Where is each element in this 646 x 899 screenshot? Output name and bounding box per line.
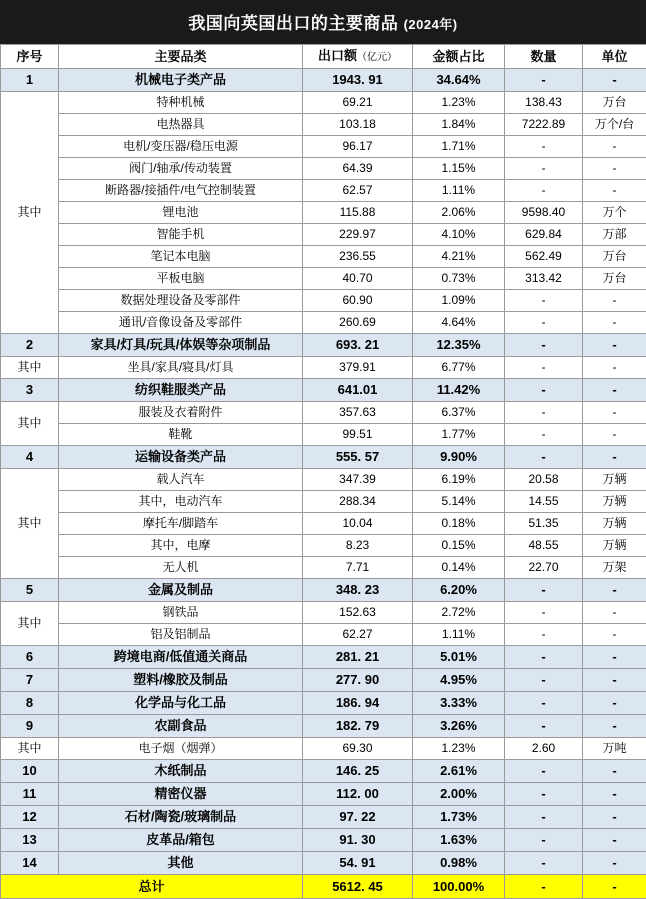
cell-quantity: - <box>505 715 583 738</box>
cell-share: 1.11% <box>413 180 505 202</box>
cell-quantity: - <box>505 829 583 852</box>
cell-no: 9 <box>1 715 59 738</box>
cell-amount: 103.18 <box>303 114 413 136</box>
cell-amount: 97. 22 <box>303 806 413 829</box>
cell-amount: 10.04 <box>303 513 413 535</box>
table-row-category <box>1 852 646 875</box>
cell-quantity: - <box>505 158 583 180</box>
cell-unit: - <box>583 669 646 692</box>
cell-qizhong: 其中 <box>1 402 59 446</box>
table-row-category <box>1 669 646 692</box>
cell-no: 8 <box>1 692 59 715</box>
cell-category-name: 无人机 <box>59 557 303 579</box>
cell-unit: - <box>583 402 646 424</box>
cell-share: 4.10% <box>413 224 505 246</box>
cell-unit: - <box>583 829 646 852</box>
cell-amount: 8.23 <box>303 535 413 557</box>
cell-category-name: 鞋靴 <box>59 424 303 446</box>
table-body <box>1 69 646 899</box>
cell-unit: - <box>583 715 646 738</box>
cell-amount: 62.27 <box>303 624 413 646</box>
cell-share: 34.64% <box>413 69 505 92</box>
cell-share: 6.20% <box>413 579 505 602</box>
table-row-category <box>1 806 646 829</box>
cell-no: 2 <box>1 334 59 357</box>
cell-quantity: - <box>505 180 583 202</box>
cell-share: 5.14% <box>413 491 505 513</box>
cell-share: 1.63% <box>413 829 505 852</box>
cell-unit: - <box>583 579 646 602</box>
cell-no: 1 <box>1 69 59 92</box>
cell-total-unit: - <box>583 875 646 899</box>
cell-category-name: 锂电池 <box>59 202 303 224</box>
table-row-category <box>1 646 646 669</box>
cell-unit: - <box>583 180 646 202</box>
cell-unit: - <box>583 783 646 806</box>
cell-amount: 152.63 <box>303 602 413 624</box>
cell-quantity: 138.43 <box>505 92 583 114</box>
column-header-amount-unit: （亿元） <box>357 52 397 63</box>
cell-unit: - <box>583 357 646 379</box>
cell-quantity: - <box>505 692 583 715</box>
cell-category-name: 断路器/接插件/电气控制装置 <box>59 180 303 202</box>
cell-amount: 112. 00 <box>303 783 413 806</box>
cell-category-name: 其他 <box>59 852 303 875</box>
cell-quantity: - <box>505 379 583 402</box>
cell-no: 10 <box>1 760 59 783</box>
cell-share: 1.77% <box>413 424 505 446</box>
cell-category-name: 运输设备类产品 <box>59 446 303 469</box>
column-header-unit: 单位 <box>583 45 646 69</box>
table-row-subitem <box>1 624 646 646</box>
cell-quantity: - <box>505 783 583 806</box>
table-header-row <box>1 45 646 69</box>
cell-quantity: 7222.89 <box>505 114 583 136</box>
table-row-category <box>1 579 646 602</box>
cell-quantity: - <box>505 602 583 624</box>
cell-unit: - <box>583 158 646 180</box>
cell-category-name: 载人汽车 <box>59 469 303 491</box>
cell-quantity: - <box>505 624 583 646</box>
cell-quantity: 313.42 <box>505 268 583 290</box>
cell-no: 6 <box>1 646 59 669</box>
cell-category-name: 其中，电动汽车 <box>59 491 303 513</box>
cell-total-amount: 5612. 45 <box>303 875 413 899</box>
cell-share: 1.23% <box>413 738 505 760</box>
cell-amount: 182. 79 <box>303 715 413 738</box>
table-row-subitem <box>1 535 646 557</box>
table-row-subitem <box>1 158 646 180</box>
cell-quantity: 51.35 <box>505 513 583 535</box>
table-row-subitem <box>1 424 646 446</box>
cell-amount: 91. 30 <box>303 829 413 852</box>
page-title <box>0 0 646 44</box>
cell-quantity: - <box>505 334 583 357</box>
table-row-subitem <box>1 357 646 379</box>
cell-share: 11.42% <box>413 379 505 402</box>
cell-amount: 146. 25 <box>303 760 413 783</box>
cell-share: 0.14% <box>413 557 505 579</box>
cell-category-name: 电机/变压器/稳压电源 <box>59 136 303 158</box>
cell-category-name: 石材/陶瓷/玻璃制品 <box>59 806 303 829</box>
table-row-total <box>1 875 646 899</box>
cell-share: 2.00% <box>413 783 505 806</box>
cell-amount: 115.88 <box>303 202 413 224</box>
cell-unit: - <box>583 334 646 357</box>
cell-share: 6.77% <box>413 357 505 379</box>
table-row-category <box>1 69 646 92</box>
cell-quantity: - <box>505 760 583 783</box>
cell-category-name: 塑料/橡胶及制品 <box>59 669 303 692</box>
cell-amount: 357.63 <box>303 402 413 424</box>
cell-category-name: 机械电子类产品 <box>59 69 303 92</box>
cell-unit: 万辆 <box>583 535 646 557</box>
cell-quantity: - <box>505 646 583 669</box>
cell-no: 4 <box>1 446 59 469</box>
cell-unit: 万辆 <box>583 491 646 513</box>
page-title-year: (2024年) <box>404 17 458 32</box>
cell-amount: 62.57 <box>303 180 413 202</box>
cell-unit: - <box>583 446 646 469</box>
cell-quantity: - <box>505 312 583 334</box>
cell-share: 1.09% <box>413 290 505 312</box>
cell-amount: 555. 57 <box>303 446 413 469</box>
cell-quantity: - <box>505 402 583 424</box>
cell-share: 12.35% <box>413 334 505 357</box>
column-header-no: 序号 <box>1 45 59 69</box>
cell-category-name: 跨境电商/低值通关商品 <box>59 646 303 669</box>
cell-unit: 万台 <box>583 268 646 290</box>
cell-quantity: - <box>505 579 583 602</box>
cell-no: 5 <box>1 579 59 602</box>
cell-unit: 万吨 <box>583 738 646 760</box>
cell-quantity: - <box>505 806 583 829</box>
cell-no: 7 <box>1 669 59 692</box>
cell-total-quantity: - <box>505 875 583 899</box>
cell-share: 1.11% <box>413 624 505 646</box>
cell-amount: 236.55 <box>303 246 413 268</box>
column-header-share: 金额占比 <box>413 45 505 69</box>
cell-share: 2.72% <box>413 602 505 624</box>
cell-amount: 348. 23 <box>303 579 413 602</box>
cell-category-name: 化学品与化工品 <box>59 692 303 715</box>
cell-amount: 277. 90 <box>303 669 413 692</box>
cell-qizhong: 其中 <box>1 738 59 760</box>
cell-amount: 260.69 <box>303 312 413 334</box>
cell-unit: - <box>583 852 646 875</box>
cell-unit: - <box>583 646 646 669</box>
cell-amount: 347.39 <box>303 469 413 491</box>
cell-share: 9.90% <box>413 446 505 469</box>
cell-no: 11 <box>1 783 59 806</box>
cell-amount: 64.39 <box>303 158 413 180</box>
cell-amount: 60.90 <box>303 290 413 312</box>
cell-quantity: 48.55 <box>505 535 583 557</box>
cell-qizhong: 其中 <box>1 602 59 646</box>
cell-share: 2.61% <box>413 760 505 783</box>
table-row-subitem <box>1 290 646 312</box>
cell-category-name: 金属及制品 <box>59 579 303 602</box>
table-row-subitem <box>1 246 646 268</box>
cell-quantity: - <box>505 852 583 875</box>
table-row-category <box>1 692 646 715</box>
cell-category-name: 皮革品/箱包 <box>59 829 303 852</box>
cell-category-name: 钢铁品 <box>59 602 303 624</box>
cell-quantity: - <box>505 357 583 379</box>
table-row-subitem <box>1 202 646 224</box>
cell-category-name: 平板电脑 <box>59 268 303 290</box>
table-row-category <box>1 760 646 783</box>
cell-category-name: 笔记本电脑 <box>59 246 303 268</box>
table-row-subitem <box>1 92 646 114</box>
cell-share: 3.26% <box>413 715 505 738</box>
table-row-subitem <box>1 469 646 491</box>
cell-share: 6.37% <box>413 402 505 424</box>
table-row-category <box>1 446 646 469</box>
table-header <box>1 45 646 69</box>
cell-amount: 186. 94 <box>303 692 413 715</box>
cell-unit: - <box>583 69 646 92</box>
cell-share: 6.19% <box>413 469 505 491</box>
cell-unit: 万台 <box>583 92 646 114</box>
cell-unit: - <box>583 312 646 334</box>
table-row-subitem <box>1 312 646 334</box>
cell-category-name: 通讯/音像设备及零部件 <box>59 312 303 334</box>
table-row-subitem <box>1 224 646 246</box>
table-row-category <box>1 783 646 806</box>
cell-category-name: 摩托车/脚踏车 <box>59 513 303 535</box>
cell-quantity: 562.49 <box>505 246 583 268</box>
cell-category-name: 电子烟（烟弹） <box>59 738 303 760</box>
cell-category-name: 服装及衣着附件 <box>59 402 303 424</box>
cell-share: 1.23% <box>413 92 505 114</box>
cell-total-label: 总计 <box>1 875 303 899</box>
cell-share: 1.73% <box>413 806 505 829</box>
cell-quantity: - <box>505 290 583 312</box>
table-row-category <box>1 829 646 852</box>
cell-category-name: 数据处理设备及零部件 <box>59 290 303 312</box>
cell-category-name: 阀门/轴承/传动装置 <box>59 158 303 180</box>
cell-category-name: 铝及铝制品 <box>59 624 303 646</box>
table-row-subitem <box>1 180 646 202</box>
cell-amount: 96.17 <box>303 136 413 158</box>
cell-amount: 69.30 <box>303 738 413 760</box>
column-header-amount <box>303 45 413 69</box>
cell-quantity: - <box>505 446 583 469</box>
cell-amount: 7.71 <box>303 557 413 579</box>
cell-category-name: 特种机械 <box>59 92 303 114</box>
cell-unit: 万辆 <box>583 469 646 491</box>
cell-amount: 229.97 <box>303 224 413 246</box>
cell-quantity: - <box>505 69 583 92</box>
cell-no: 13 <box>1 829 59 852</box>
cell-share: 0.73% <box>413 268 505 290</box>
cell-unit: 万台 <box>583 246 646 268</box>
table-row-subitem <box>1 402 646 424</box>
table-row-subitem <box>1 491 646 513</box>
cell-unit: - <box>583 760 646 783</box>
cell-amount: 288.34 <box>303 491 413 513</box>
cell-total-share: 100.00% <box>413 875 505 899</box>
cell-share: 0.98% <box>413 852 505 875</box>
cell-amount: 54. 91 <box>303 852 413 875</box>
cell-share: 2.06% <box>413 202 505 224</box>
cell-no: 14 <box>1 852 59 875</box>
cell-share: 1.84% <box>413 114 505 136</box>
cell-unit: 万部 <box>583 224 646 246</box>
cell-share: 0.18% <box>413 513 505 535</box>
cell-unit: 万个/台 <box>583 114 646 136</box>
cell-unit: - <box>583 624 646 646</box>
cell-category-name: 坐具/家具/寝具/灯具 <box>59 357 303 379</box>
cell-quantity: - <box>505 424 583 446</box>
cell-unit: - <box>583 602 646 624</box>
table-row-subitem <box>1 738 646 760</box>
cell-quantity: 14.55 <box>505 491 583 513</box>
cell-quantity: - <box>505 669 583 692</box>
export-goods-table <box>0 44 646 899</box>
cell-quantity: 629.84 <box>505 224 583 246</box>
cell-share: 1.15% <box>413 158 505 180</box>
table-row-subitem <box>1 602 646 624</box>
cell-quantity: 2.60 <box>505 738 583 760</box>
table-row-subitem <box>1 513 646 535</box>
cell-category-name: 精密仪器 <box>59 783 303 806</box>
cell-share: 0.15% <box>413 535 505 557</box>
table-row-category <box>1 379 646 402</box>
cell-amount: 40.70 <box>303 268 413 290</box>
cell-category-name: 农副食品 <box>59 715 303 738</box>
cell-share: 4.64% <box>413 312 505 334</box>
cell-unit: 万个 <box>583 202 646 224</box>
cell-unit: - <box>583 379 646 402</box>
cell-category-name: 家具/灯具/玩具/体娱等杂项制品 <box>59 334 303 357</box>
table-row-subitem <box>1 114 646 136</box>
cell-unit: - <box>583 290 646 312</box>
cell-category-name: 其中，电摩 <box>59 535 303 557</box>
table-row-subitem <box>1 268 646 290</box>
cell-no: 3 <box>1 379 59 402</box>
cell-category-name: 木纸制品 <box>59 760 303 783</box>
column-header-category: 主要品类 <box>59 45 303 69</box>
page-title-text: 我国向英国出口的主要商品 <box>188 14 398 33</box>
cell-amount: 1943. 91 <box>303 69 413 92</box>
table-row-category <box>1 715 646 738</box>
cell-quantity: 20.58 <box>505 469 583 491</box>
cell-qizhong: 其中 <box>1 357 59 379</box>
table-row-category <box>1 334 646 357</box>
cell-qizhong: 其中 <box>1 469 59 579</box>
cell-amount: 69.21 <box>303 92 413 114</box>
cell-unit: - <box>583 136 646 158</box>
cell-qizhong: 其中 <box>1 92 59 334</box>
cell-amount: 99.51 <box>303 424 413 446</box>
column-header-amount-label: 出口额 <box>318 48 357 63</box>
cell-share: 1.71% <box>413 136 505 158</box>
cell-unit: - <box>583 806 646 829</box>
cell-share: 3.33% <box>413 692 505 715</box>
table-row-subitem <box>1 557 646 579</box>
cell-no: 12 <box>1 806 59 829</box>
column-header-quantity: 数量 <box>505 45 583 69</box>
table-row-subitem <box>1 136 646 158</box>
cell-amount: 641.01 <box>303 379 413 402</box>
cell-unit: 万辆 <box>583 513 646 535</box>
cell-share: 4.95% <box>413 669 505 692</box>
cell-category-name: 电热器具 <box>59 114 303 136</box>
cell-unit: - <box>583 424 646 446</box>
cell-share: 4.21% <box>413 246 505 268</box>
cell-amount: 379.91 <box>303 357 413 379</box>
cell-category-name: 智能手机 <box>59 224 303 246</box>
cell-amount: 281. 21 <box>303 646 413 669</box>
cell-share: 5.01% <box>413 646 505 669</box>
cell-unit: - <box>583 692 646 715</box>
cell-quantity: 22.70 <box>505 557 583 579</box>
cell-quantity: - <box>505 136 583 158</box>
cell-amount: 693. 21 <box>303 334 413 357</box>
cell-unit: 万架 <box>583 557 646 579</box>
cell-quantity: 9598.40 <box>505 202 583 224</box>
cell-category-name: 纺织鞋服类产品 <box>59 379 303 402</box>
